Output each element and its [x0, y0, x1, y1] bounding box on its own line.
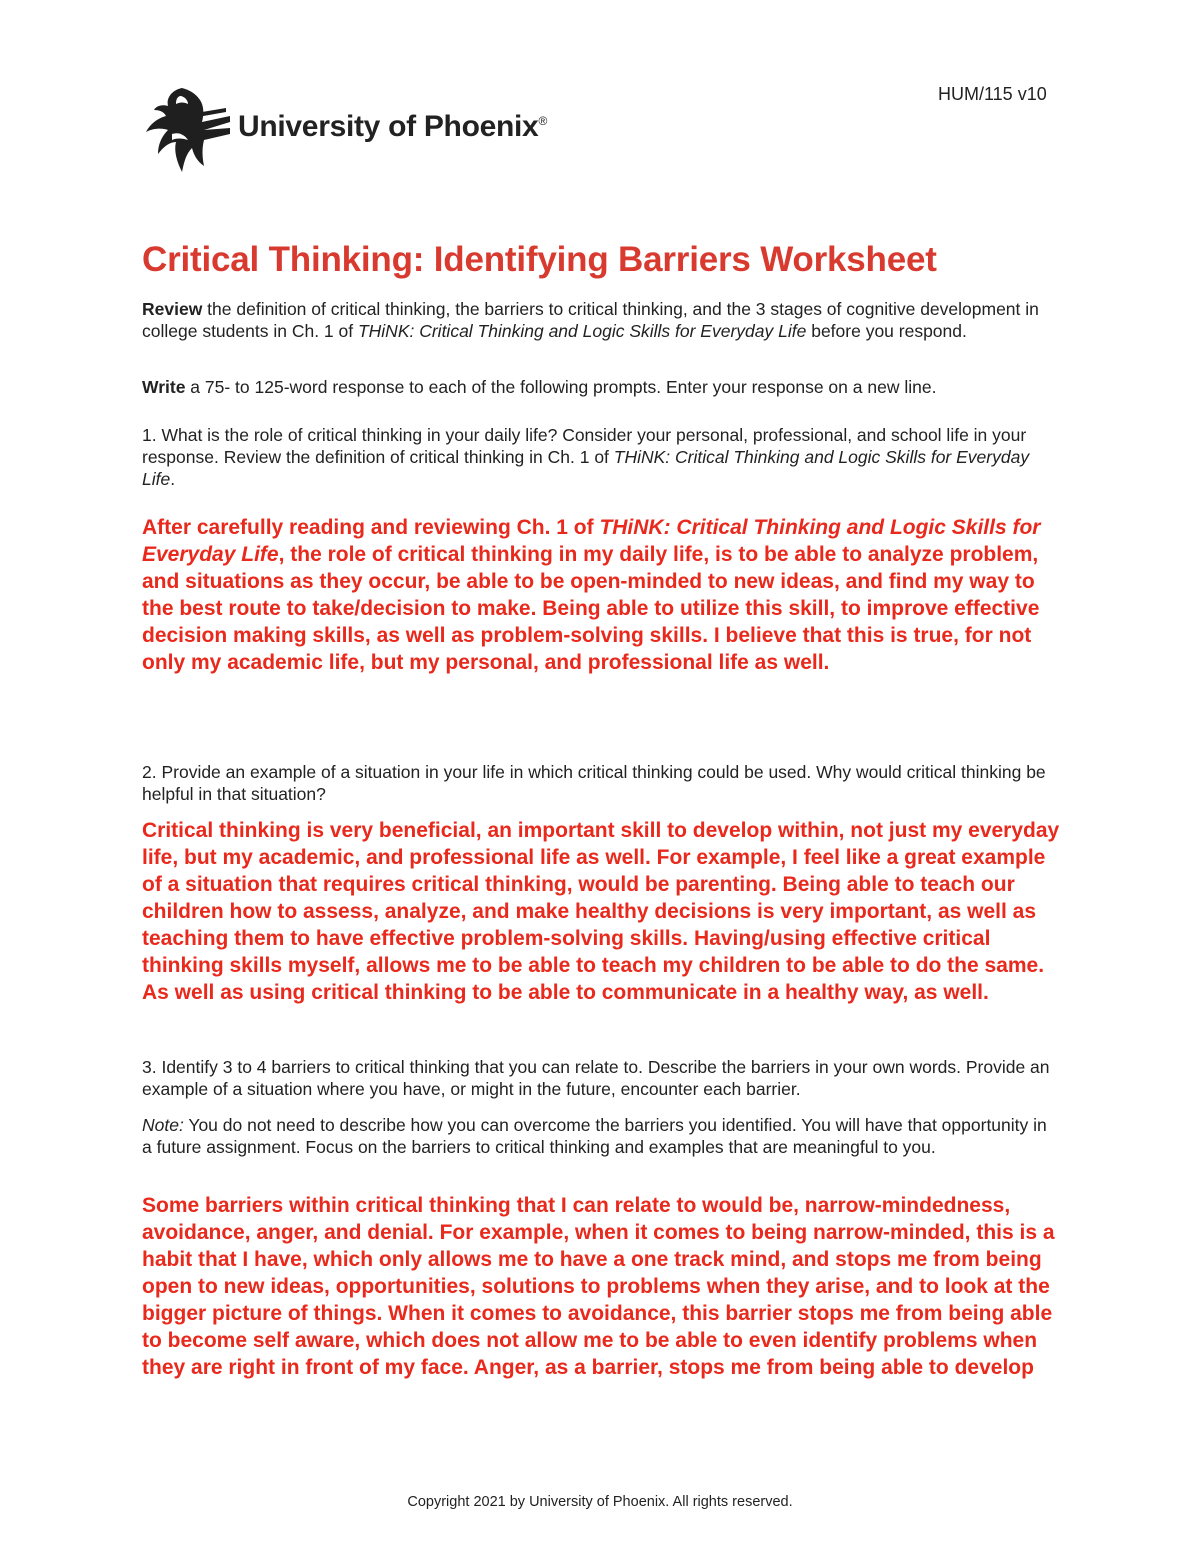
worksheet-title: Critical Thinking: Identifying Barriers Worksheet: [142, 240, 937, 279]
answer-2: Critical thinking is very beneficial, an important skill to develop within, not just my everyday life, but my academic, and professional life as well. For example, I feel like a great example of a situation that requires critical thinking, would be parenting. Being able to teach our children how to assess, analyze, and make healthy decisions is very important, as well as teaching them to have effective problem-solving skills. Having/using effective critical thinking skills myself, allows me to be able to teach my children to be able to do the same. As well as using critical thinking to be able to communicate in a healthy way, as well.: [142, 819, 1060, 1004]
answer-3: Some barriers within critical thinking that I can relate to would be, narrow-mindedness, avoidance, anger, and denial. For example, when it comes to being narrow-minded, this is a habit that I have, which only allows me to have a one track mind, and stops me from being open to new ideas, opportunities, solutions to problems when they arise, and to look at the bigger picture of things. When it comes to avoidance, this barrier stops me from being able to become self aware, which does not allow me to be able to even identify problems when they are right in front of my face. Anger, as a barrier, stops me from being able to develop: [142, 1194, 1055, 1379]
answer-1: After carefully reading and reviewing Ch. 1 of THiNK: Critical Thinking and Logic Skills for Everyday Life, the role of critical thinking in my daily life, is to be able to analyze problem, and situations as they occur, be able to be open-minded to new ideas, and find my way to the best route to take/decision to make. Being able to utilize this skill, to improve effective decision making skills, as well as problem-solving skills. I believe that this is true, for not only my academic life, but my personal, and professional life as well.: [142, 516, 1041, 674]
university-logo: [142, 84, 562, 180]
prompt-1: 1. What is the role of critical thinking in your daily life? Consider your personal, professional, and school life in your response. Review the definition of critical thinking in Ch. 1 of THiNK: Critical Thinking and Logic Skills for Everyday Life.: [142, 425, 1030, 489]
write-instructions: Write a 75- to 125-word response to each of the following prompts. Enter your response on a new line.: [142, 377, 937, 397]
copyright-footer: Copyright 2021 by University of Phoenix. All rights reserved.: [407, 1494, 793, 1510]
course-code: HUM/115 v10: [938, 84, 1047, 104]
prompt-3-note: Note: You do not need to describe how you can overcome the barriers you identified. You will have that opportunity in a future assignment. Focus on the barriers to critical thinking and examples that are meaningful to you.: [142, 1115, 1047, 1157]
review-instructions: Review the definition of critical thinking, the barriers to critical thinking, and the 3 stages of cognitive development in college students in Ch. 1 of THiNK: Critical Thinking and Logic Skills for Everyday Life before you respond.: [142, 299, 1039, 341]
prompt-3: 3. Identify 3 to 4 barriers to critical thinking that you can relate to. Describe the barriers in your own words. Provide an example of a situation where you have, or might in the future, encounter each barrier.: [142, 1057, 1050, 1099]
logo-wordmark: University of Phoenix®: [238, 110, 547, 143]
prompt-2: 2. Provide an example of a situation in your life in which critical thinking could be used. Why would critical thinking be helpful in that situation?: [142, 762, 1046, 804]
phoenix-bird-icon: [142, 84, 232, 176]
